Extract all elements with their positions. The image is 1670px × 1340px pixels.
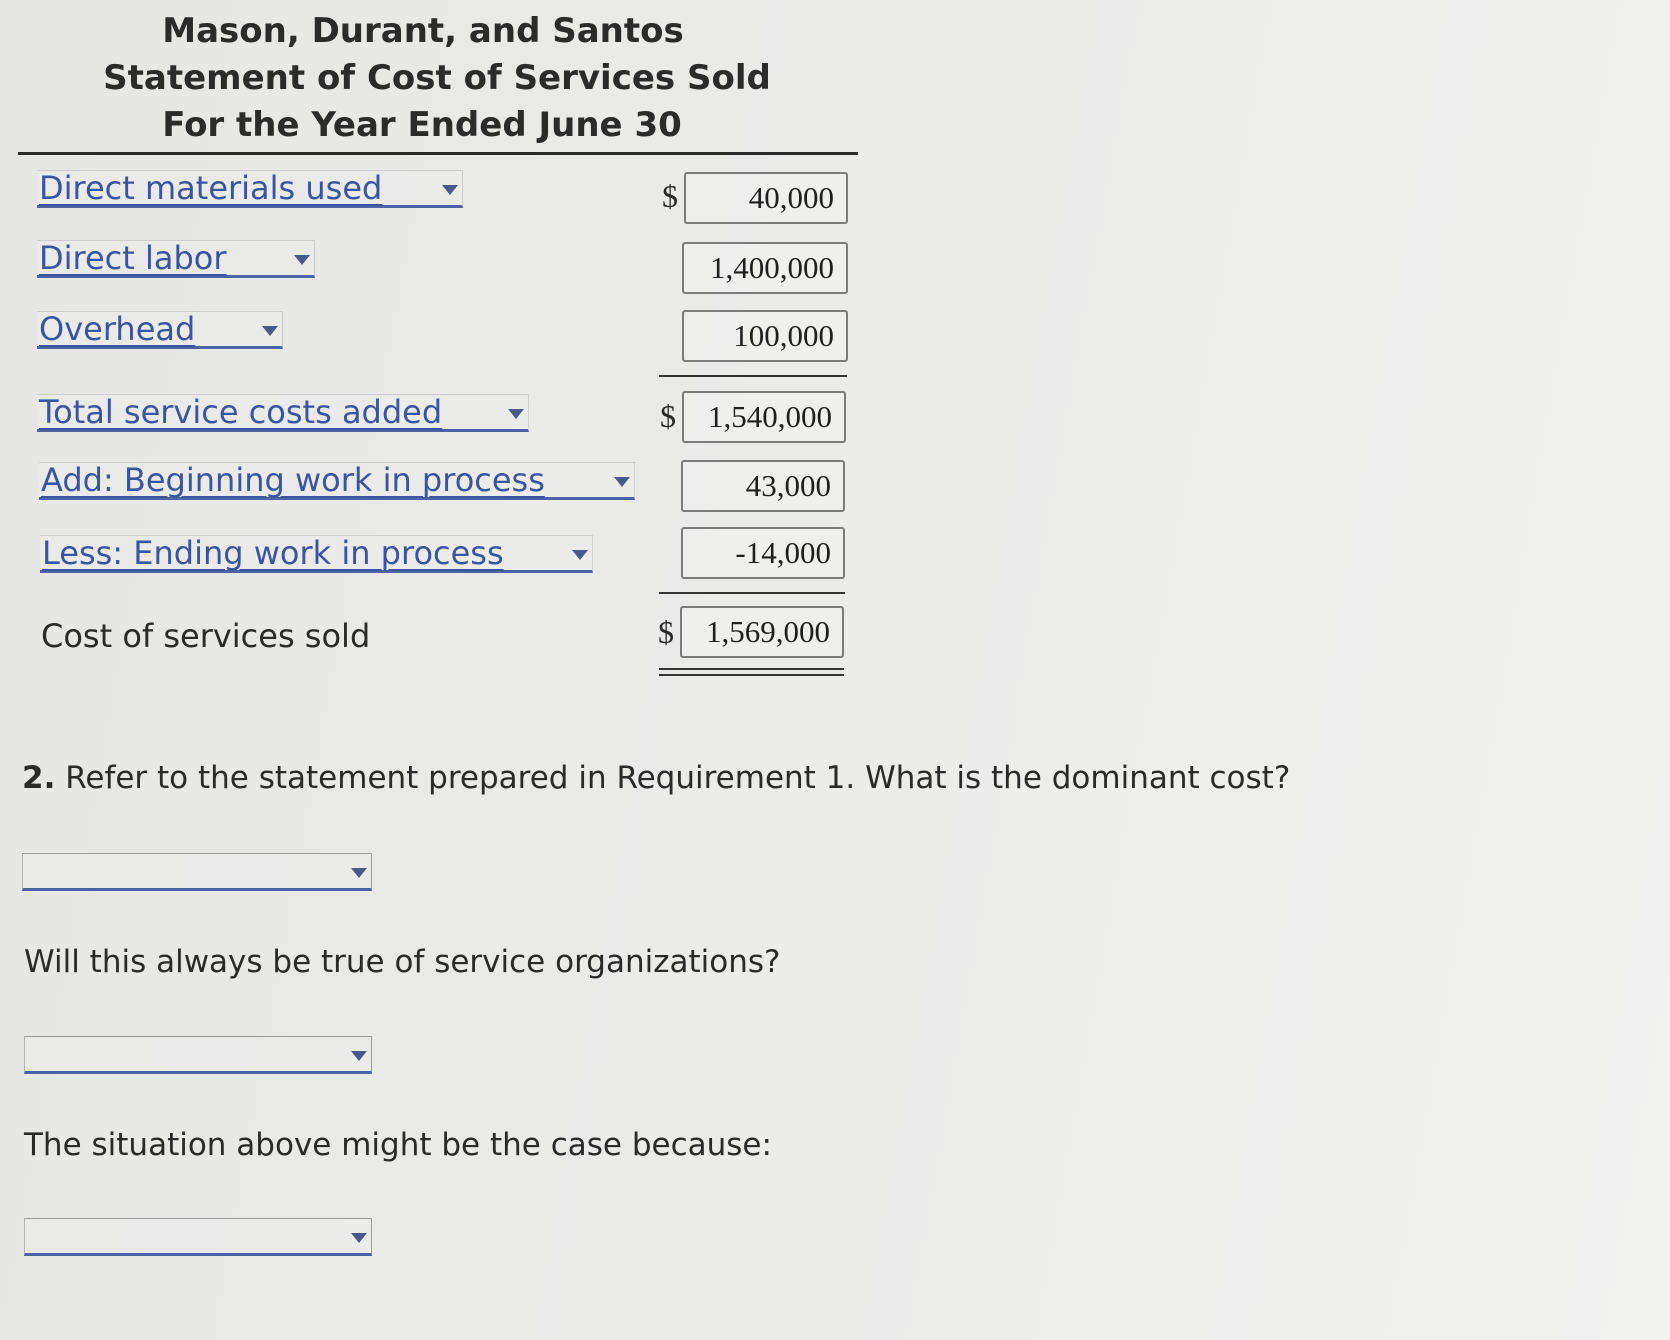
currency-symbol: $ (662, 178, 678, 214)
total-rule (659, 592, 845, 594)
amount-input-direct-materials[interactable]: 40,000 (684, 172, 848, 224)
dominant-cost-select[interactable] (22, 853, 372, 891)
statement-period: For the Year Ended June 30 (162, 105, 682, 145)
amount-input-ending-wip[interactable]: -14,000 (681, 527, 845, 579)
statement-header (18, 8, 856, 149)
chevron-down-icon (351, 1051, 367, 1061)
chevron-down-icon (262, 326, 278, 336)
reason-select[interactable] (24, 1218, 372, 1256)
amount-input-total-service-costs[interactable]: 1,540,000 (682, 391, 846, 443)
row-label-select-beginning-wip[interactable] (39, 462, 635, 500)
double-rule-bottom (659, 674, 844, 676)
question-2 (22, 760, 1290, 796)
row-label-select-direct-materials[interactable] (37, 170, 463, 208)
subtotal-rule (659, 375, 847, 377)
header-divider (18, 152, 858, 155)
company-name: Mason, Durant, and Santos (162, 11, 684, 51)
question-2-text: Refer to the statement prepared in Requirement 1. What is the dominant cost? (65, 760, 1291, 796)
select-value: Direct labor (39, 239, 227, 277)
question-3: Will this always be true of service organizations? (24, 944, 781, 980)
chevron-down-icon (442, 185, 458, 195)
always-true-select[interactable] (24, 1036, 372, 1074)
chevron-down-icon (614, 477, 630, 487)
amount-input-cost-of-services-sold[interactable]: 1,569,000 (680, 606, 844, 658)
select-value: Direct materials used (39, 169, 383, 207)
chevron-down-icon (508, 409, 524, 419)
row-label-select-overhead[interactable] (37, 311, 283, 349)
amount-input-beginning-wip[interactable]: 43,000 (681, 460, 845, 512)
cost-of-services-sold-label: Cost of services sold (41, 617, 371, 655)
question-number: 2. (22, 760, 56, 796)
chevron-down-icon (351, 868, 367, 878)
row-label-select-total-service-costs[interactable] (37, 394, 529, 432)
currency-symbol: $ (658, 614, 674, 650)
statement-title: Statement of Cost of Services Sold (103, 58, 771, 98)
amount-input-overhead[interactable]: 100,000 (682, 310, 848, 362)
chevron-down-icon (351, 1233, 367, 1243)
currency-symbol: $ (660, 398, 676, 434)
select-value: Less: Ending work in process (42, 534, 504, 572)
chevron-down-icon (294, 255, 310, 265)
chevron-down-icon (572, 550, 588, 560)
select-value: Total service costs added (39, 393, 443, 431)
row-label-select-ending-wip[interactable] (40, 535, 593, 573)
amount-input-direct-labor[interactable]: 1,400,000 (682, 242, 848, 294)
question-4: The situation above might be the case because: (24, 1127, 772, 1163)
select-value: Overhead (39, 310, 196, 348)
row-label-select-direct-labor[interactable] (37, 240, 315, 278)
select-value: Add: Beginning work in process (41, 461, 545, 499)
double-rule-top (659, 668, 844, 670)
